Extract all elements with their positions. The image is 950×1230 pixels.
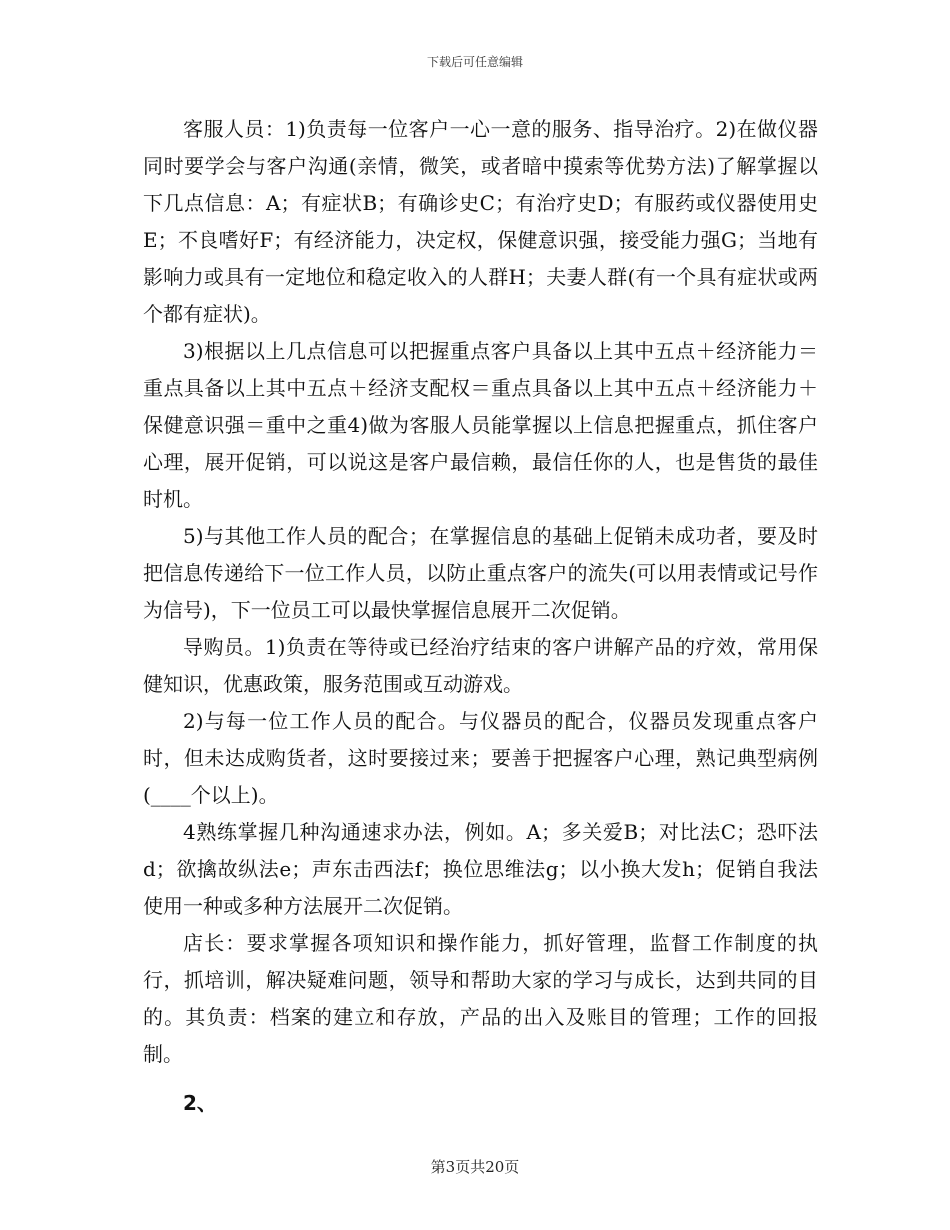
paragraph-guide-cooperation: 2)与每一位工作人员的配合。与仪器员的配合，仪器员发现重点客户时，但未达成购货者，这时要接过来；要善于把握客户心理，熟记典型病例(____个以上)。 bbox=[143, 709, 818, 807]
page-header: 下载后可任意编辑 bbox=[426, 55, 523, 69]
paragraph-communication-methods: 4熟练掌握几种沟通速求办法，例如。A；多关爱B；对比法C；恐吓法d；欲擒故纵法e；声东击西法f；换位思维法g；以小换大发h；促销自我法使用一种或多种方法展开二次促销。 bbox=[143, 820, 818, 918]
section-heading: 2、 bbox=[183, 1091, 217, 1115]
paragraph-store-manager: 店长：要求掌握各项知识和操作能力，抓好管理，监督工作制度的执行，抓培训，解决疑难问题，领导和帮助大家的学习与成长，达到共同的目的。其负责：档案的建立和存放，产品的出入及账目的管理；工作的回报制。 bbox=[143, 931, 818, 1066]
paragraph-shopping-guide: 导购员。1)负责在等待或已经治疗结束的客户讲解产品的疗效，常用保健知识，优惠政策，服务范围或互动游戏。 bbox=[143, 635, 818, 696]
paragraph-cooperation: 5)与其他工作人员的配合；在掌握信息的基础上促销未成功者，要及时把信息传递给下一位工作人员，以防止重点客户的流失(可以用表情或记号作为信号)，下一位员工可以最快掌握信息展开二次促销。 bbox=[143, 524, 818, 622]
paragraph-key-customer: 3)根据以上几点信息可以把握重点客户具备以上其中五点＋经济能力＝重点具备以上其中五点＋经济支配权＝重点具备以上其中五点＋经济能力＋保健意识强＝重中之重4)做为客服人员能掌握以上信息把握重点，抓住客户心理，展开促销，可以说这是客户最信赖，最信任你的人，也是售货的最佳时机。 bbox=[143, 339, 818, 511]
paragraph-customer-service: 客服人员：1)负责每一位客户一心一意的服务、指导治疗。2)在做仪器同时要学会与客户沟通(亲情，微笑，或者暗中摸索等优势方法)了解掌握以下几点信息：A；有症状B；有确诊史C；有治疗史D；有服药或仪器使用史E；不良嗜好F；有经济能力，决定权，保健意识强，接受能力强G；当地有影响力或具有一定地位和稳定收入的人群H；夫妻人群(有一个具有症状或两个都有症状)。 bbox=[143, 117, 818, 326]
document-body bbox=[143, 111, 818, 1122]
page-footer: 第3页共20页 bbox=[430, 1158, 520, 1176]
